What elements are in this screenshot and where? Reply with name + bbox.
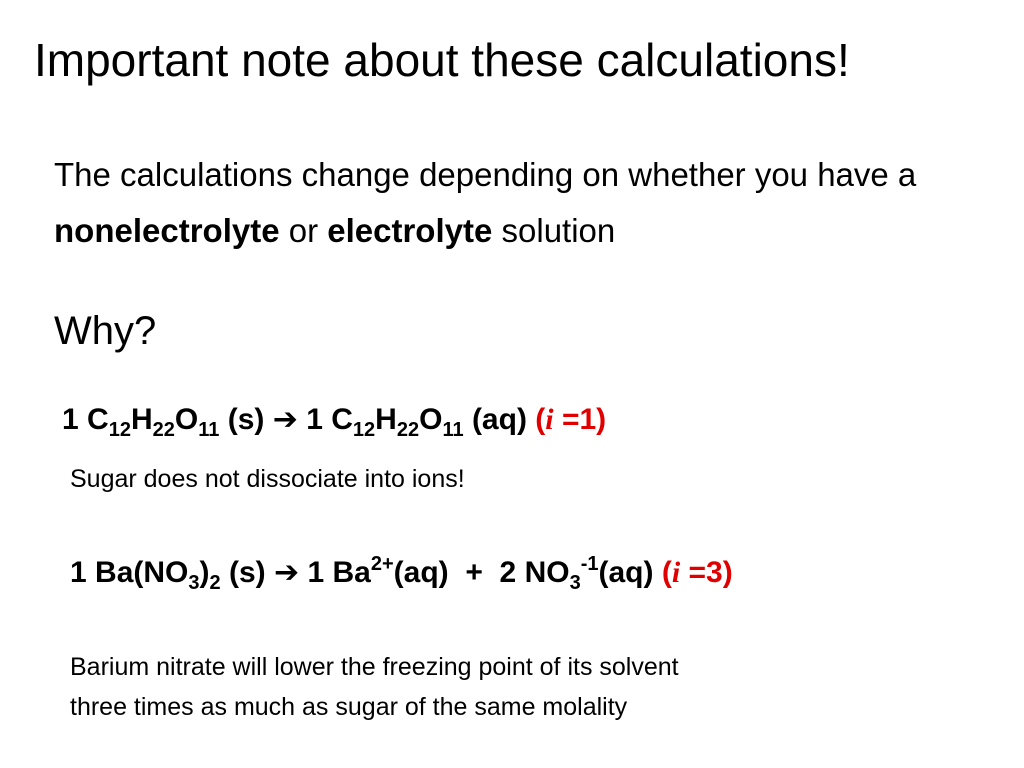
note2-line2: three times as much as sugar of the same molality xyxy=(70,693,628,721)
nitrate-ion: $NO_3^{-1}(aq)$ xyxy=(524,553,654,594)
intro-or: or xyxy=(288,212,319,249)
intro-text-start: The calculations change depending on whether you have a xyxy=(54,156,917,193)
barium-ion: $Ba^{2+}(aq)$ xyxy=(332,553,449,589)
why-question: Why? xyxy=(54,309,157,353)
note2-line1: Barium nitrate will lower the freezing point of its solvent xyxy=(70,653,679,681)
electrolyte-term: electrolyte xyxy=(327,212,493,249)
eq1-right-formula: $C_{12}H_{22}O_{11}$ xyxy=(331,403,464,441)
eq2-coef-ba: 1 xyxy=(307,556,325,589)
eq1-coef-left: 1 xyxy=(62,403,79,436)
eq1-coef-right: 1 xyxy=(306,403,323,436)
eq2-coef-no3: 2 xyxy=(499,556,517,589)
arrow-icon: ➔ xyxy=(273,556,300,589)
eq2-state-left: (s) xyxy=(228,556,266,589)
eq2-coef-left: 1 xyxy=(70,556,87,589)
sugar-equation xyxy=(62,400,606,440)
intro-paragraph xyxy=(54,147,994,259)
eq2-left-formula: $Ba(NO_3)_2$ xyxy=(95,556,221,594)
vant-hoff-factor-1: (i =1) xyxy=(535,403,607,436)
intro-text-end: solution xyxy=(501,212,616,249)
vant-hoff-factor-3: (i =3) xyxy=(661,556,733,589)
eq1-state-right: (aq) xyxy=(471,403,527,436)
eq1-state-left: (s) xyxy=(227,403,265,436)
barium-nitrate-equation xyxy=(70,553,733,593)
nonelectrolyte-term: nonelectrolyte xyxy=(54,212,280,249)
barium-nitrate-note xyxy=(70,647,970,727)
eq1-left-formula: $C_{12}H_{22}O_{11}$ xyxy=(87,403,220,441)
slide-title: Important note about these calculations! xyxy=(34,34,850,86)
sugar-note: Sugar does not dissociate into ions! xyxy=(70,465,465,493)
arrow-icon: ➔ xyxy=(272,403,298,436)
plus-sign: + xyxy=(465,556,483,589)
